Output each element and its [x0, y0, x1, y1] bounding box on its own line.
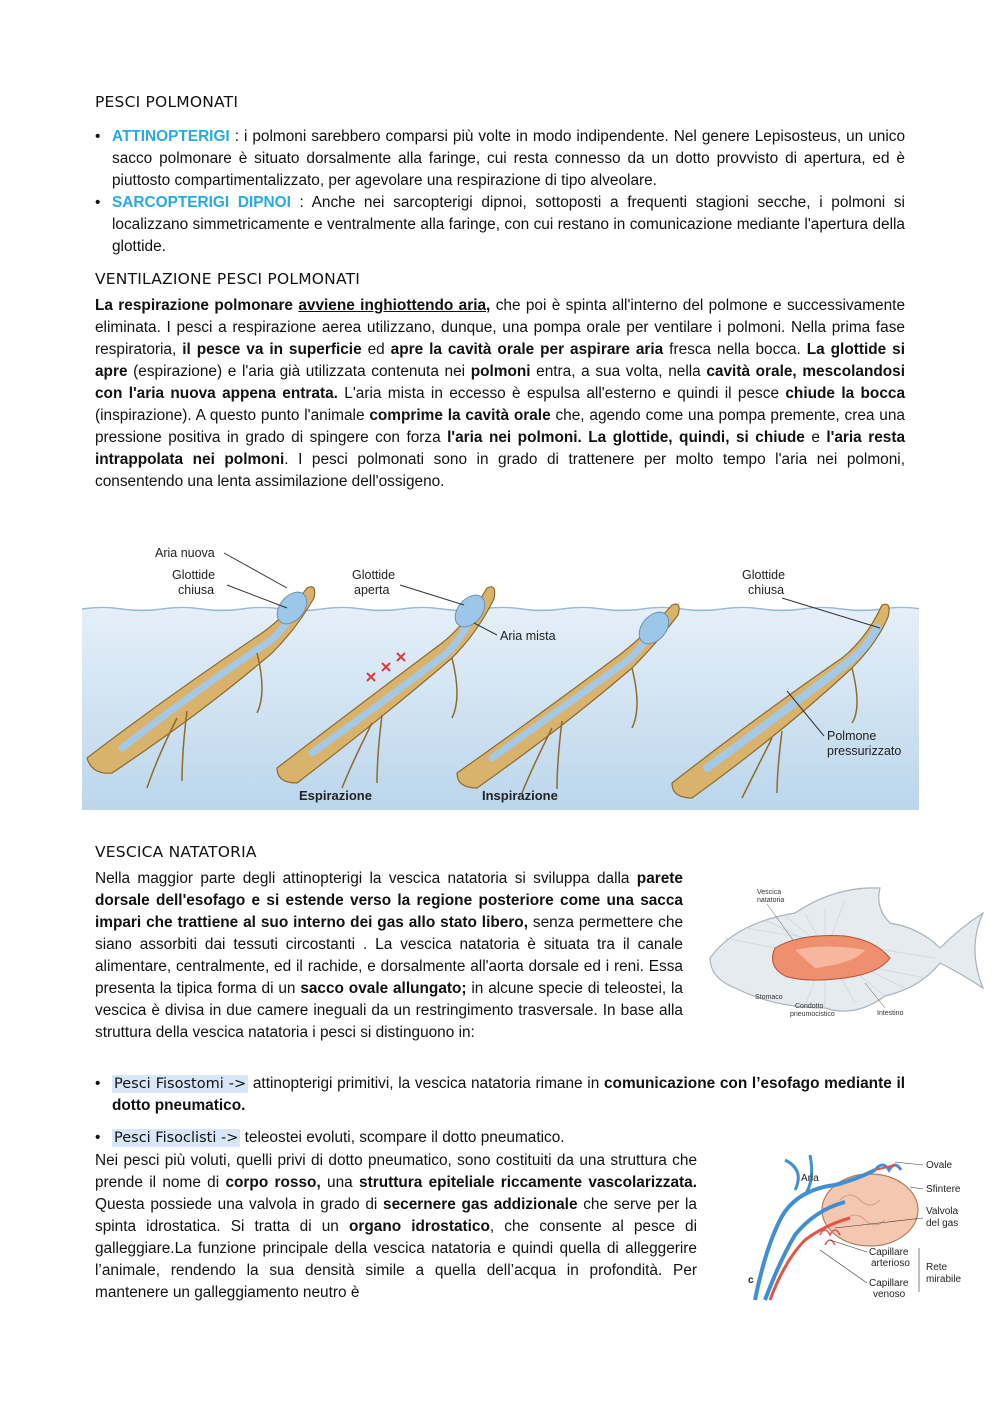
label-capillare-venoso: Capillare	[869, 1278, 909, 1289]
bullet-icon: •	[95, 194, 101, 211]
label-capillare-arterioso: Capillare	[869, 1247, 909, 1258]
svg-text:del gas: del gas	[926, 1218, 959, 1229]
label-stomaco: Stomaco	[755, 994, 783, 1001]
highlight-fisostomi: Pesci Fisostomi ->	[114, 1076, 247, 1092]
svg-text:mirabile: mirabile	[926, 1274, 962, 1285]
paragraph-ventilazione: La respirazione polmonare avviene inghiottendo aria, che poi è spinta all'interno del polmone e successivamente eliminata. I pesci a respirazione aerea utilizzano, dunque, una pompa orale per ventilare i polmoni. Nella prima fase respiratoria, il pesce va in superficie ed apre la cavità orale per aspirare aria fresca nella bocca. La glottide si apre (espirazione) e l'aria già utilizzata contenuta nei polmoni entra, a sua volta, nella cavità orale, mescolandosi con l'aria nuova appena entrata. L'aria mista in eccesso è espulsa all'esterno e quindi il pesce chiude la bocca (inspirazione). A questo punto l'animale comprime la cavità orale che, agendo come una pompa premente, crea una pressione positiva in grado di spingere con forza l'aria nei polmoni. La glottide, quindi, si chiude e l'aria resta intrappolata nei polmoni. I pesci polmonati sono in grado di trattenere per molto tempo l'aria nei polmoni, consentendo una lenta assimilazione dell'ossigeno.	[95, 297, 906, 490]
svg-text:pneumocistico: pneumocistico	[790, 1011, 835, 1018]
label-aria-mista: Aria mista	[500, 629, 556, 643]
label-valvola-gas: Valvola	[926, 1206, 959, 1217]
figure-vescica-pesce	[705, 878, 985, 1023]
list-item-fisostomi: • Pesci Fisostomi -> attinopterigi primitivi, la vescica natatoria rimane in comunicazione con l’esofago mediante il dotto pneumatico.	[95, 1075, 906, 1114]
label-glottide-chiusa-1: Glottide	[172, 568, 216, 582]
label-polmone-pressurizzato: Polmone	[827, 729, 877, 743]
label-aria: Aria	[801, 1173, 819, 1184]
list-item-fisoclisti: • Pesci Fisoclisti -> teleostei evoluti, scompare il dotto pneumatico.	[95, 1127, 695, 1149]
label-vescica-natatoria: Vescica	[757, 889, 782, 896]
term-attinopterigi: ATTINOPTERIGI	[112, 128, 230, 145]
bullet-text: Anche nei sarcopterigi dipnoi, sottoposti a frequenti stagioni secche, i polmoni si localizzano simmetricamente e ventralmente alla faringe, con cui restano in comunicazione mediante l'apertura della glottide.	[112, 194, 905, 255]
label-condotto: Condotto	[795, 1003, 824, 1010]
label-aria-nuova: Aria nuova	[155, 546, 215, 560]
heading-pesci-polmonati: PESCI POLMONATI	[95, 93, 239, 111]
label-rete-mirabile: Rete	[926, 1262, 948, 1273]
paragraph-vescica: Nella maggior parte degli attinopterigi la vescica natatoria si sviluppa dalla parete dorsale dell'esofago e si estende verso la regione posteriore come una sacca impari che trattiene al suo interno dei gas allo stato libero, senza permettere che siano assorbiti dai tessuti circostanti . La vescica natatoria è situata tra il canale alimentare, centralmente, ed il rachide, e dorsalmente all'aorta dorsale ed i reni. Essa presenta la tipica forma di un sacco ovale allungato; in alcune specie di teleostei, la vescica è divisa in due camere ineguali da un restringimento trasversale. In base alla struttura della vescica natatoria i pesci si distinguono in:	[95, 870, 684, 1041]
list-item: • ATTINOPTERIGI : i polmoni sarebbero comparsi più volte in modo indipendente. Nel genere Lepisosteus, un unico sacco polmonare è situato dorsalmente alla faringe, cui resta connesso da un dotto provvisto di apertura, ed è piuttosto compartimentalizzato, per agevolare una respirazione di tipo alveolare.	[95, 128, 905, 189]
figure-rete-mirabile	[725, 1140, 990, 1305]
label-ovale: Ovale	[926, 1160, 953, 1171]
bullet-icon: •	[95, 1129, 101, 1146]
heading-vescica-natatoria: VESCICA NATATORIA	[95, 843, 257, 861]
label-sfintere: Sfintere	[926, 1184, 961, 1195]
label-c: c	[748, 1275, 754, 1286]
bullet-icon: •	[95, 128, 101, 145]
list-item: • SARCOPTERIGI DIPNOI : Anche nei sarcopterigi dipnoi, sottoposti a frequenti stagioni secche, i polmoni si localizzano simmetricamente e ventralmente alla faringe, con cui restano in comunicazione mediante l'apertura della glottide.	[95, 194, 905, 255]
label-inspirazione: Inspirazione	[482, 788, 558, 803]
bullet-icon: •	[95, 1075, 101, 1092]
svg-text:aperta: aperta	[354, 583, 390, 597]
svg-text:arterioso: arterioso	[871, 1258, 910, 1269]
svg-text:natatoria: natatoria	[757, 897, 785, 904]
term-sarcopterigi: SARCOPTERIGI DIPNOI	[112, 194, 291, 211]
highlight-fisoclisti: Pesci Fisoclisti ->	[114, 1130, 239, 1146]
svg-text:chiusa: chiusa	[748, 583, 785, 597]
svg-text:chiusa: chiusa	[178, 583, 215, 597]
paragraph-fisoclisti: Nei pesci più voluti, quelli privi di dotto pneumatico, sono costituiti da una struttura che prende il nome di corpo rosso, una struttura epiteliale riccamente vascolarizzata. Questa possiede una valvola in grado di secernere gas addizionale che serve per la spinta idrostatica. Si tratta di un organo idrostatico, che consente al pesce di galleggiare.La funzione principale della vescica natatoria e quindi quella di alleggerire l’animale, rendendo la sua densità simile a quella dell’acqua in profondità. Per mantenere un galleggiamento neutro è	[95, 1152, 698, 1301]
figure-ventilazione-polmonare	[82, 543, 919, 810]
svg-text:pressurizzato: pressurizzato	[827, 744, 902, 758]
heading-ventilazione: VENTILAZIONE PESCI POLMONATI	[95, 270, 361, 288]
label-glottide-aperta: Glottide	[352, 568, 396, 582]
svg-text:venoso: venoso	[873, 1289, 906, 1300]
label-espirazione: Espirazione	[299, 788, 372, 803]
bullet-text: i polmoni sarebbero comparsi più volte in modo indipendente. Nel genere Lepisosteus, un unico sacco polmonare è situato dorsalmente alla faringe, cui resta connesso da un dotto provvisto di apertura, ed è piuttosto compartimentalizzato, per agevolare una respirazione di tipo alveolare.	[112, 128, 905, 189]
label-intestino: Intestino	[877, 1010, 904, 1017]
label-glottide-chiusa-2: Glottide	[742, 568, 786, 582]
